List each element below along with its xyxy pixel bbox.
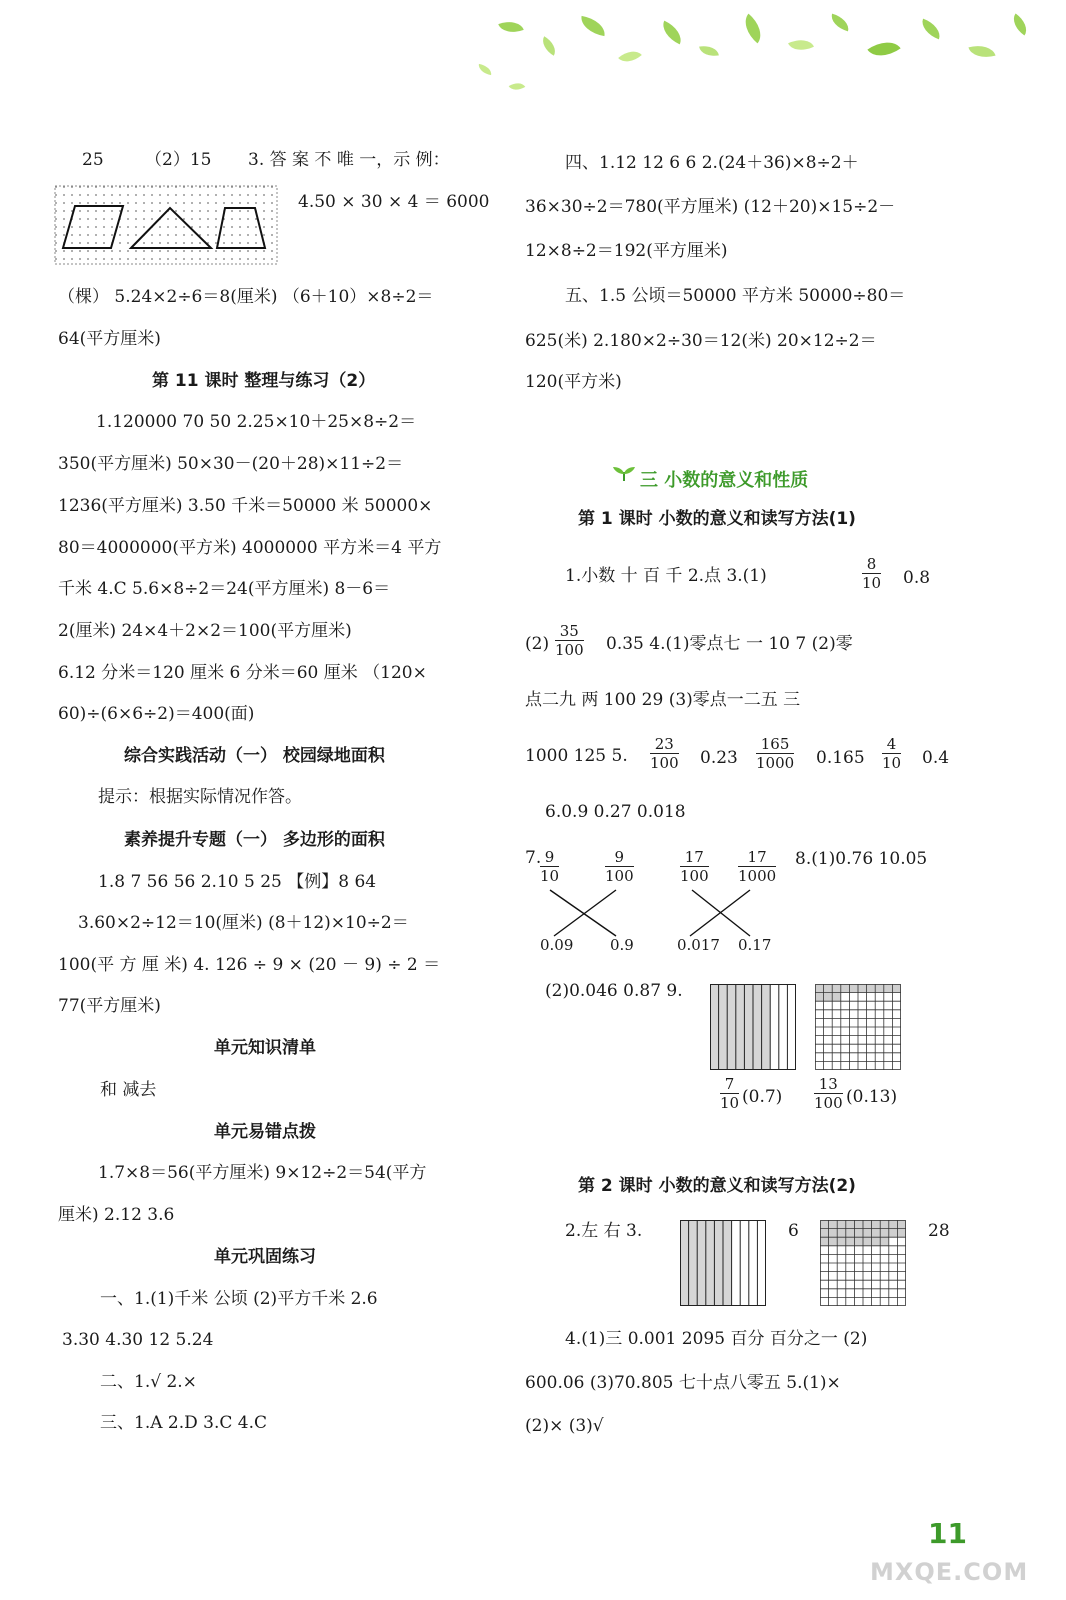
hundredths-grid-figure xyxy=(820,1220,906,1306)
fraction-denominator: 100 xyxy=(555,641,584,659)
fraction-numerator: 13 xyxy=(814,1077,843,1094)
fraction xyxy=(650,737,679,771)
fraction xyxy=(555,624,584,658)
fraction xyxy=(814,1077,843,1111)
fraction-denominator: 100 xyxy=(605,867,634,885)
fraction-denominator: 100 xyxy=(650,754,679,772)
answer-text: (0.13) xyxy=(846,1087,898,1107)
answer-text: 6.0.9 0.27 0.018 xyxy=(545,802,686,822)
fraction-denominator: 10 xyxy=(882,754,902,772)
fraction-numerator: 4 xyxy=(882,737,901,754)
lesson-heading: 第 11 课时 整理与练习（2） xyxy=(152,371,376,391)
grid-shapes-figure xyxy=(55,186,280,266)
matching-lines xyxy=(540,888,780,938)
fraction-numerator: 23 xyxy=(650,737,679,754)
question-label: 7. xyxy=(525,848,542,868)
section-heading: 素养提升专题（一） 多边形的面积 xyxy=(124,830,385,850)
answer-text: 一、1.(1)千米 公顷 (2)平方千米 2.6 xyxy=(100,1289,378,1309)
answer-text: 64(平方厘米) xyxy=(58,329,161,349)
answer-text: 0.4 xyxy=(922,748,950,768)
answer-text: 8.(1)0.76 10.05 xyxy=(795,849,928,869)
fraction xyxy=(680,850,709,884)
fraction-denominator: 100 xyxy=(814,1094,843,1112)
unit-title: 三 小数的意义和性质 xyxy=(640,470,809,491)
answer-text: 0.09 xyxy=(540,936,574,954)
answer-text: 3.60×2÷12＝10(厘米) (8＋12)×10÷2＝ xyxy=(78,913,409,933)
answer-text: 三、1.A 2.D 3.C 4.C xyxy=(100,1413,268,1433)
answer-text: 和 减去 xyxy=(100,1080,157,1100)
watermark-logo xyxy=(870,1500,1050,1590)
answer-text: 4.(1)三 0.001 2095 百分 百分之一 (2) xyxy=(565,1329,868,1349)
answer-text: (2)× (3)√ xyxy=(525,1416,604,1436)
answer-text: 四、1.12 12 6 6 2.(24＋36)×8÷2＋ xyxy=(565,153,859,173)
fraction-numerator: 165 xyxy=(756,737,794,754)
answer-text: 4.50 × 30 × 4 ＝ 6000 xyxy=(298,192,490,212)
fraction-denominator: 10 xyxy=(862,574,882,592)
answer-text: 36×30÷2＝780(平方厘米) (12＋20)×15÷2－ xyxy=(525,197,896,217)
answer-text: 60)÷(6×6÷2)＝400(面) xyxy=(58,704,255,724)
lesson-heading: 第 1 课时 小数的意义和读写方法(1) xyxy=(578,509,856,529)
fraction-numerator: 9 xyxy=(540,850,559,867)
answer-text: (2)0.046 0.87 9. xyxy=(545,981,683,1001)
fraction-denominator: 100 xyxy=(680,867,709,885)
answer-text: 77(平方厘米) xyxy=(58,996,161,1016)
tenths-grid-figure xyxy=(710,984,796,1070)
answer-text: 2.左 右 3. xyxy=(565,1221,643,1241)
answer-text: （棵） 5.24×2÷6＝8(厘米) （6＋10）×8÷2＝ xyxy=(58,287,434,307)
fraction-numerator: 9 xyxy=(605,850,634,867)
answer-text: 80＝4000000(平方米) 4000000 平方米＝4 平方 xyxy=(58,538,442,558)
fraction xyxy=(720,1077,739,1111)
fraction-denominator: 1000 xyxy=(756,754,795,772)
sprout-icon xyxy=(612,466,636,482)
fraction-numerator: 8 xyxy=(862,557,881,574)
answer-text: （2）15 xyxy=(145,150,212,170)
answer-text: 1.120000 70 50 2.25×10＋25×8÷2＝ xyxy=(96,412,417,432)
fraction xyxy=(756,737,794,771)
fraction xyxy=(540,850,559,884)
fraction-numerator: 35 xyxy=(555,624,584,641)
section-heading: 单元巩固练习 xyxy=(214,1247,316,1267)
answer-text: 12×8÷2＝192(平方厘米) xyxy=(525,241,728,261)
hundredths-grid-figure xyxy=(815,984,901,1070)
answer-text: 1.小数 十 百 千 2.点 3.(1) xyxy=(565,566,767,586)
fraction-denominator: 10 xyxy=(540,867,560,885)
answer-text: (0.7) xyxy=(742,1087,783,1107)
fraction-numerator: 17 xyxy=(680,850,709,867)
answer-text: 28 xyxy=(928,1221,950,1241)
answer-text: 提示：根据实际情况作答。 xyxy=(98,787,302,807)
answer-text: 6 xyxy=(788,1221,799,1241)
fraction-denominator: 10 xyxy=(720,1094,740,1112)
answer-text: 25 xyxy=(82,150,104,170)
answer-text: 0.17 xyxy=(738,936,772,954)
fraction-numerator: 7 xyxy=(720,1077,739,1094)
fraction xyxy=(605,850,634,884)
lesson-heading: 第 2 课时 小数的意义和读写方法(2) xyxy=(578,1176,856,1196)
answer-text: 0.8 xyxy=(903,568,931,588)
section-heading: 综合实践活动（一） 校园绿地面积 xyxy=(124,746,385,766)
answer-text: 厘米) 2.12 3.6 xyxy=(58,1205,175,1225)
answer-text: 350(平方厘米) 50×30－(20＋28)×11÷2＝ xyxy=(58,454,404,474)
answer-text: 6.12 分米＝120 厘米 6 分米＝60 厘米 （120× xyxy=(58,663,427,683)
answer-text: 0.017 xyxy=(677,936,720,954)
answer-text: 0.9 xyxy=(610,936,634,954)
answer-text: 0.35 4.(1)零点七 一 10 7 (2)零 xyxy=(606,634,853,654)
fraction xyxy=(862,557,881,591)
section-heading: 单元知识清单 xyxy=(214,1038,316,1058)
tenths-grid-figure xyxy=(680,1220,766,1306)
fraction xyxy=(738,850,776,884)
answer-text: 二、1.√ 2.× xyxy=(100,1372,197,1392)
section-heading: 单元易错点拨 xyxy=(214,1122,316,1142)
fraction-numerator: 17 xyxy=(738,850,776,867)
fraction-denominator: 1000 xyxy=(738,867,777,885)
answer-text: 0.23 xyxy=(700,748,738,768)
answer-text: 点二九 两 100 29 (3)零点一二五 三 xyxy=(525,690,801,710)
leaf-decoration xyxy=(470,10,1060,100)
answer-text: 千米 4.C 5.6×8÷2＝24(平方厘米) 8－6＝ xyxy=(58,579,391,599)
answer-text: (2) xyxy=(525,634,550,654)
answer-text: 0.165 xyxy=(816,748,865,768)
answer-text: 625(米) 2.180×2÷30＝12(米) 20×12÷2＝ xyxy=(525,331,877,351)
answer-text: 3. 答 案 不 唯 一，示 例： xyxy=(248,150,450,170)
fraction xyxy=(882,737,901,771)
answer-text: 600.06 (3)70.805 七十点八零五 5.(1)× xyxy=(525,1373,841,1393)
answer-text: 五、1.5 公顷＝50000 平方米 50000÷80＝ xyxy=(565,286,906,306)
answer-text: 3.30 4.30 12 5.24 xyxy=(62,1330,214,1350)
answer-text: 120(平方米) xyxy=(525,372,622,392)
page-number: 11 xyxy=(928,1517,967,1550)
answer-text: 1000 125 5. xyxy=(525,746,628,766)
answer-text: 1.7×8＝56(平方厘米) 9×12÷2＝54(平方 xyxy=(98,1163,427,1183)
answer-text: 2(厘米) 24×4＋2×2＝100(平方厘米) xyxy=(58,621,352,641)
answer-text: 100(平 方 厘 米) 4. 126 ÷ 9 × (20 － 9) ÷ 2 ＝ xyxy=(58,955,441,975)
answer-text: 1.8 7 56 56 2.10 5 25 【例】8 64 xyxy=(98,872,377,892)
answer-text: 1236(平方厘米) 3.50 千米＝50000 米 50000× xyxy=(58,496,433,516)
watermark-text: MXQE.COM xyxy=(870,1558,1029,1586)
